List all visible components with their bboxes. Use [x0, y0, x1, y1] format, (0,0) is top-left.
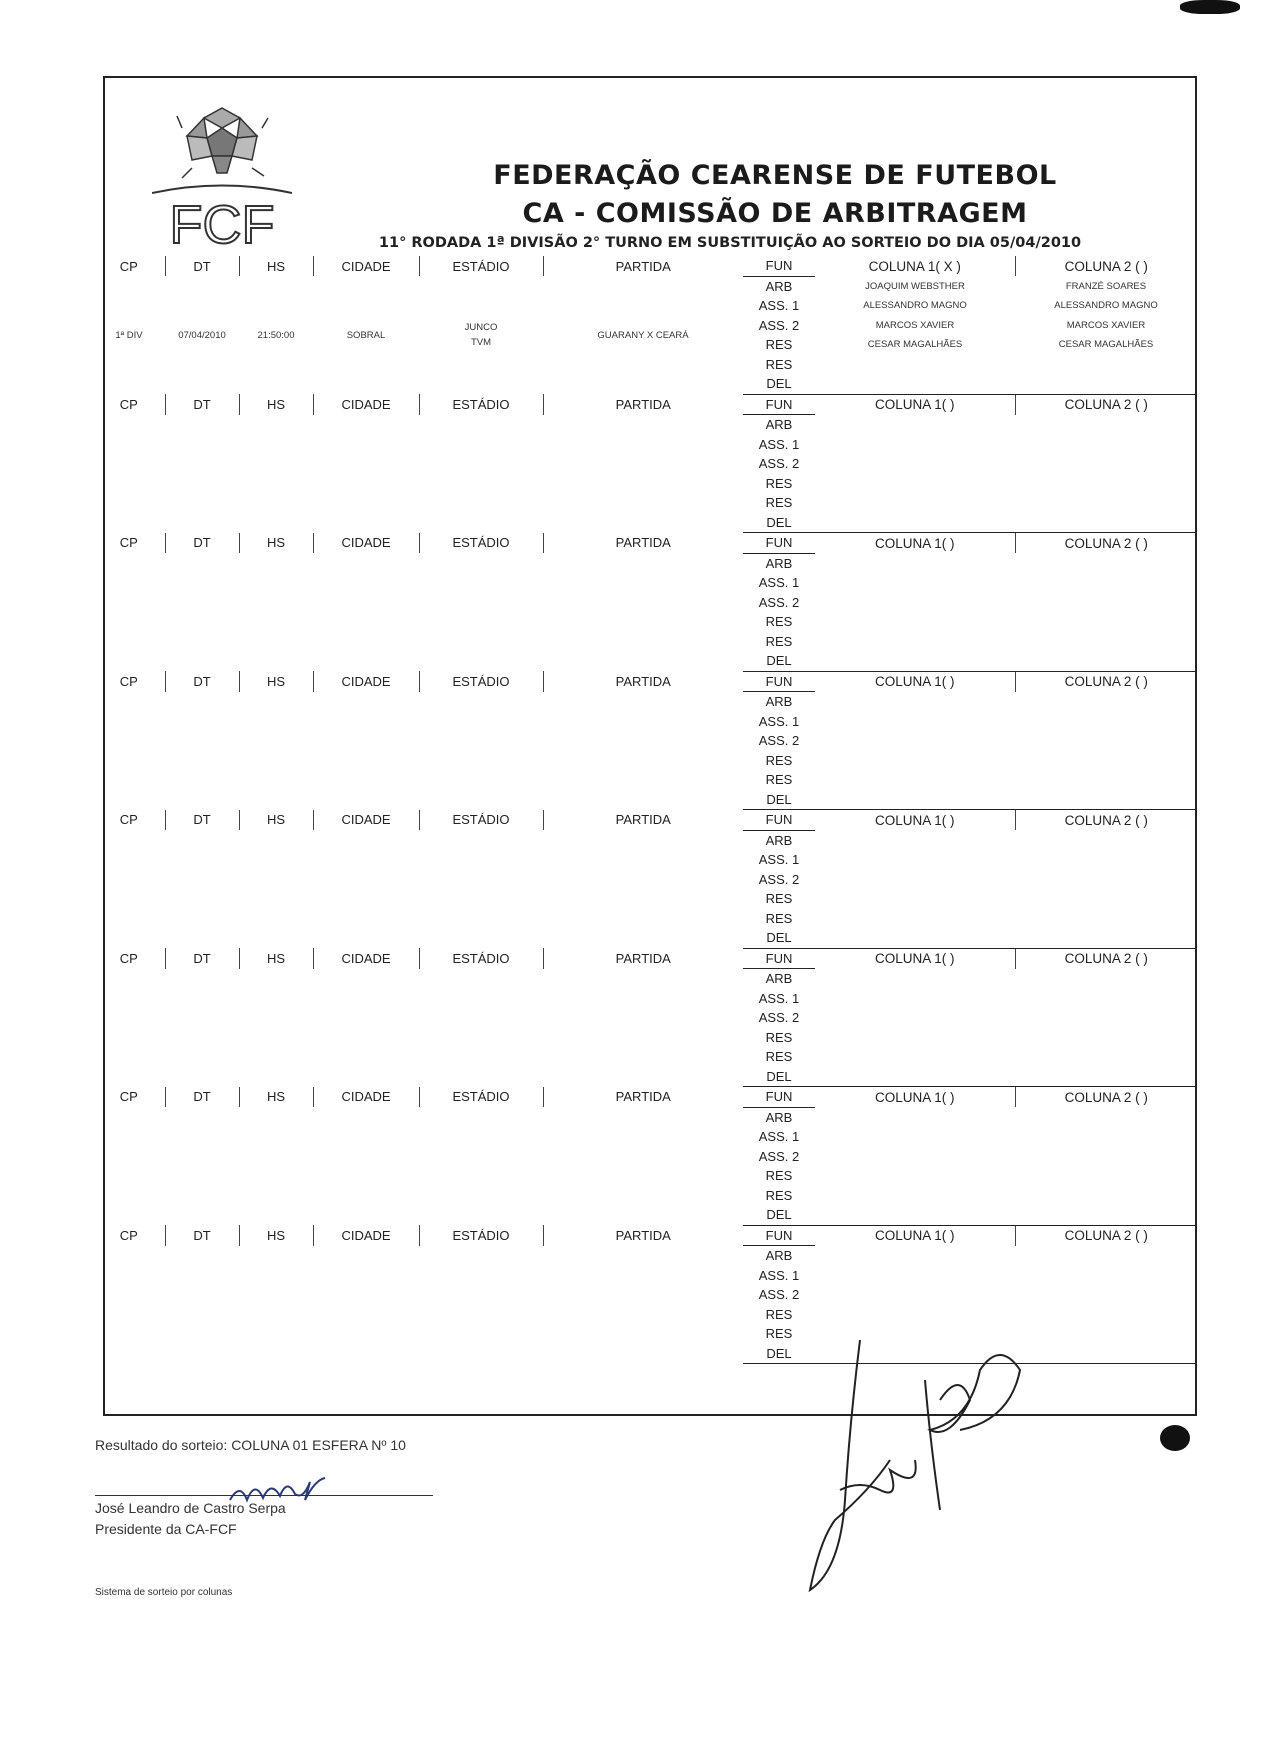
header-estadio: ESTÁDIO: [419, 394, 543, 415]
coluna2-cell: [1015, 909, 1197, 929]
header-cp: CP: [93, 948, 165, 969]
coluna2-cell: [1015, 454, 1197, 474]
coluna1-cell: [815, 790, 1015, 810]
coluna1-cell: [815, 830, 1015, 850]
match-dt: [165, 969, 239, 1087]
coluna2-cell: [1015, 474, 1197, 494]
coluna1-cell: MARCOS XAVIER: [875, 319, 955, 331]
match-cidade: [313, 969, 419, 1087]
coluna2-cell: [1015, 1186, 1197, 1206]
coluna1-cell: [815, 770, 1015, 790]
role-label: ARB: [765, 1248, 793, 1264]
header-hs: HS: [239, 256, 313, 276]
draw-result: Resultado do sorteio: COLUNA 01 ESFERA Nº 10: [95, 1437, 406, 1453]
match-estadio: [419, 276, 543, 394]
match-hs: [239, 692, 313, 810]
coluna2-cell: [1015, 1246, 1197, 1266]
match-dt: [165, 1107, 239, 1225]
coluna1-cell: [815, 1246, 1015, 1266]
match-dt: [165, 830, 239, 948]
header-partida: PARTIDA: [615, 396, 671, 412]
role-label: DEL: [743, 1344, 815, 1364]
coluna1-cell: [815, 928, 1015, 948]
header-dt: DT: [165, 394, 239, 415]
header-partida: PARTIDA: [615, 950, 671, 966]
header-fun: FUN: [743, 671, 815, 692]
header-partida: PARTIDA: [615, 258, 671, 274]
match-hs: [239, 1246, 313, 1364]
coluna1-cell: [815, 474, 1015, 494]
coluna2-cell: [1015, 1127, 1197, 1147]
match-cidade: SOBRAL: [346, 329, 386, 341]
match-estadio: [419, 830, 543, 948]
header-partida: PARTIDA: [615, 1089, 671, 1105]
referee-draw-table: [93, 256, 1197, 1364]
match-estadio: [419, 1246, 543, 1364]
coluna1-cell: [815, 355, 1015, 375]
header-coluna1: COLUNA 1( ): [815, 810, 1015, 831]
coluna2-cell: [1015, 830, 1197, 850]
coluna1-cell: [815, 1305, 1015, 1325]
commission-title: CA - COMISSÃO DE ARBITRAGEM: [522, 198, 1028, 229]
block-header-row: [93, 394, 1197, 415]
coluna1-cell: [815, 374, 1015, 394]
federation-title: FEDERAÇÃO CEARENSE DE FUTEBOL: [493, 160, 1057, 191]
header-fun: FUN: [743, 256, 815, 276]
header-cidade: CIDADE: [313, 256, 419, 276]
role-row: [93, 692, 1197, 712]
role-label: ASS. 1: [758, 713, 800, 729]
match-estadio: [419, 969, 543, 1087]
coluna2-cell: ALESSANDRO MAGNO: [1054, 300, 1158, 312]
role-label: ARB: [765, 417, 793, 433]
role-row: [93, 830, 1197, 850]
role-label: DEL: [743, 1067, 815, 1087]
match-dt: [165, 415, 239, 533]
role-label: DEL: [743, 1205, 815, 1225]
match-partida: [543, 692, 743, 810]
header-hs: HS: [239, 394, 313, 415]
role-label: ASS. 2: [758, 871, 800, 887]
match-cidade: [313, 415, 419, 533]
coluna1-cell: [815, 692, 1015, 712]
role-label: DEL: [743, 374, 815, 394]
coluna1-cell: [815, 651, 1015, 671]
header-cp: CP: [93, 1087, 165, 1108]
header-hs: HS: [239, 533, 313, 554]
role-label: RES: [765, 910, 793, 926]
coluna2-cell: [1015, 355, 1197, 375]
role-label: ARB: [765, 694, 793, 710]
role-label: ARB: [765, 555, 793, 571]
role-label: RES: [765, 475, 793, 491]
coluna1-cell: [815, 573, 1015, 593]
header-estadio: ESTÁDIO: [419, 810, 543, 831]
block-header-row: [93, 671, 1197, 692]
coluna1-cell: [815, 909, 1015, 929]
role-label: DEL: [743, 928, 815, 948]
coluna1-cell: JOAQUIM WEBSTHER: [865, 280, 965, 292]
header-cp: CP: [93, 394, 165, 415]
block-header-row: [93, 1225, 1197, 1246]
header-coluna1: COLUNA 1( ): [815, 1087, 1015, 1108]
role-row: [93, 415, 1197, 435]
match-cp: 1ª DIV: [115, 329, 143, 341]
coluna2-cell: [1015, 573, 1197, 593]
header-dt: DT: [165, 671, 239, 692]
role-label: DEL: [743, 513, 815, 533]
coluna1-cell: [815, 1186, 1015, 1206]
svg-text:FCF: FCF: [169, 195, 275, 255]
coluna2-cell: [1015, 751, 1197, 771]
role-label: RES: [765, 752, 793, 768]
match-cidade: [313, 830, 419, 948]
coluna2-cell: [1015, 1285, 1197, 1305]
match-partida: [543, 1246, 743, 1364]
coluna2-cell: [1015, 651, 1197, 671]
match-partida: [543, 553, 743, 671]
match-cidade: [313, 1246, 419, 1364]
header-hs: HS: [239, 948, 313, 969]
header-dt: DT: [165, 533, 239, 554]
header-fun: FUN: [743, 810, 815, 831]
coluna2-cell: [1015, 593, 1197, 613]
match-estadio-line2: TVM: [470, 337, 492, 348]
coluna1-cell: [815, 415, 1015, 435]
coluna2-cell: [1015, 1166, 1197, 1186]
block-header-row: [93, 810, 1197, 831]
header-fun: FUN: [743, 394, 815, 415]
coluna2-cell: [1015, 1008, 1197, 1028]
header-cidade: CIDADE: [313, 1225, 419, 1246]
coluna2-cell: [1015, 712, 1197, 732]
role-label: RES: [765, 356, 793, 372]
header-cp: CP: [93, 671, 165, 692]
coluna1-cell: [815, 712, 1015, 732]
match-cp: [93, 1246, 165, 1364]
coluna2-cell: [1015, 731, 1197, 751]
coluna1-cell: [815, 1285, 1015, 1305]
match-estadio: [419, 692, 543, 810]
header-hs: HS: [239, 810, 313, 831]
coluna2-cell: [1015, 928, 1197, 948]
match-dt: [165, 692, 239, 810]
coluna1-cell: [815, 1166, 1015, 1186]
coluna1-cell: [815, 612, 1015, 632]
signer-title: Presidente da CA-FCF: [95, 1521, 237, 1537]
header-coluna1: COLUNA 1( ): [815, 1225, 1015, 1246]
coluna2-cell: CESAR MAGALHÃES: [1058, 339, 1154, 351]
header-cp: CP: [93, 810, 165, 831]
header-estadio: ESTÁDIO: [419, 671, 543, 692]
match-partida: GUARANY X CEARÁ: [597, 329, 689, 341]
match-cidade: [313, 692, 419, 810]
role-label: RES: [765, 1306, 793, 1322]
coluna2-cell: [1015, 553, 1197, 573]
ink-stain: [1160, 1425, 1190, 1451]
role-label: ASS. 1: [758, 436, 800, 452]
coluna1-cell: [815, 1107, 1015, 1127]
role-row: [93, 553, 1197, 573]
role-label: ASS. 1: [758, 852, 800, 868]
coluna1-cell: [815, 751, 1015, 771]
coluna2-cell: FRANZÉ SOARES: [1065, 280, 1147, 292]
block-header-row: [93, 533, 1197, 554]
header-fun: FUN: [743, 1225, 815, 1246]
match-cp: [93, 969, 165, 1087]
match-hs: [239, 1107, 313, 1225]
role-label: ASS. 2: [758, 1010, 800, 1026]
coluna1-cell: [815, 731, 1015, 751]
handwritten-signature: [800, 1340, 1060, 1600]
coluna1-cell: [815, 989, 1015, 1009]
match-cp: [93, 553, 165, 671]
header-coluna2: COLUNA 2 ( ): [1064, 1228, 1148, 1243]
match-estadio: [419, 1107, 543, 1225]
coluna1-cell: [815, 1147, 1015, 1167]
header-dt: DT: [165, 256, 239, 276]
header-coluna1: COLUNA 1( ): [815, 394, 1015, 415]
role-label: ARB: [765, 971, 793, 987]
header-fun: FUN: [743, 948, 815, 969]
role-label: RES: [765, 337, 793, 353]
role-label: ASS. 2: [758, 317, 800, 333]
role-label: RES: [765, 1029, 793, 1045]
match-dt: [165, 1246, 239, 1364]
match-cp: [93, 830, 165, 948]
signer-name: José Leandro de Castro Serpa: [95, 1500, 286, 1516]
coluna1-cell: [815, 1028, 1015, 1048]
coluna1-cell: [815, 850, 1015, 870]
header-estadio: ESTÁDIO: [419, 1087, 543, 1108]
header-fun: FUN: [743, 533, 815, 554]
match-dt: 07/04/2010: [178, 329, 226, 341]
coluna1-cell: [815, 593, 1015, 613]
coluna1-cell: [815, 435, 1015, 455]
coluna1-cell: [815, 870, 1015, 890]
round-info: 11° RODADA 1ª DIVISÃO 2° TURNO EM SUBSTITUIÇÃO AO SORTEIO DO DIA 05/04/2010: [378, 235, 1082, 251]
coluna1-cell: [815, 1266, 1015, 1286]
block-header-row: [93, 948, 1197, 969]
coluna2-cell: [1015, 1067, 1197, 1087]
coluna2-cell: [1015, 1205, 1197, 1225]
coluna2-cell: [1015, 493, 1197, 513]
coluna2-cell: MARCOS XAVIER: [1066, 319, 1146, 331]
coluna2-cell: [1015, 435, 1197, 455]
coluna1-cell: [815, 454, 1015, 474]
header-coluna1: COLUNA 1( ): [815, 948, 1015, 969]
header-coluna2: COLUNA 2 ( ): [1064, 812, 1148, 828]
role-label: RES: [765, 1168, 793, 1184]
coluna2-cell: [1015, 850, 1197, 870]
match-estadio-line1: JUNCO: [464, 322, 498, 333]
role-label: RES: [765, 1187, 793, 1203]
role-label: RES: [765, 891, 793, 907]
header-cidade: CIDADE: [313, 948, 419, 969]
role-label: ASS. 1: [758, 990, 800, 1006]
header-fun: FUN: [743, 1087, 815, 1108]
coluna1-cell: [815, 493, 1015, 513]
role-label: ARB: [765, 832, 793, 848]
header-partida: PARTIDA: [615, 673, 671, 689]
match-hs: [239, 415, 313, 533]
coluna2-cell: [1015, 870, 1197, 890]
match-partida: [543, 1107, 743, 1225]
coluna2-cell: [1015, 1107, 1197, 1127]
coluna2-cell: [1015, 1147, 1197, 1167]
header-coluna2: COLUNA 2 ( ): [1064, 258, 1148, 274]
header-hs: HS: [239, 671, 313, 692]
fcf-logo: [152, 98, 292, 258]
header-hs: HS: [239, 1225, 313, 1246]
header-dt: DT: [165, 810, 239, 831]
coluna2-cell: [1015, 1266, 1197, 1286]
role-label: RES: [765, 633, 793, 649]
coluna2-cell: [1015, 889, 1197, 909]
header-cp: CP: [93, 533, 165, 554]
role-label: ASS. 1: [758, 298, 800, 314]
coluna2-cell: [1015, 612, 1197, 632]
match-dt: [165, 553, 239, 671]
header-hs: HS: [239, 1087, 313, 1108]
match-cp: [93, 1107, 165, 1225]
header-coluna2: COLUNA 2 ( ): [1064, 951, 1148, 966]
header-coluna2: COLUNA 2 ( ): [1064, 535, 1148, 551]
header-estadio: ESTÁDIO: [419, 256, 543, 276]
header-coluna1: COLUNA 1( ): [815, 671, 1015, 692]
match-hs: [239, 969, 313, 1087]
coluna2-cell: [1015, 790, 1197, 810]
signature-line: [95, 1495, 433, 1496]
coluna1-cell: [815, 969, 1015, 989]
role-label: RES: [765, 495, 793, 511]
coluna2-cell: [1015, 632, 1197, 652]
match-cp: [93, 692, 165, 810]
system-note: Sistema de sorteio por colunas: [95, 1587, 233, 1598]
match-hs: [239, 553, 313, 671]
role-label: RES: [765, 614, 793, 630]
coluna1-cell: CESAR MAGALHÃES: [867, 339, 963, 351]
header-cidade: CIDADE: [313, 671, 419, 692]
header-partida: PARTIDA: [615, 812, 671, 828]
match-cp: [93, 415, 165, 533]
coluna1-cell: [815, 553, 1015, 573]
role-label: ASS. 1: [758, 575, 800, 591]
header-coluna2: COLUNA 2 ( ): [1064, 1089, 1148, 1105]
match-partida: [543, 830, 743, 948]
coluna2-cell: [1015, 989, 1197, 1009]
header-estadio: ESTÁDIO: [419, 533, 543, 554]
role-row: [93, 276, 1197, 296]
role-label: DEL: [743, 651, 815, 671]
header-cidade: CIDADE: [313, 394, 419, 415]
header-cidade: CIDADE: [313, 1087, 419, 1108]
match-estadio: [419, 553, 543, 671]
coluna1-cell: [815, 1127, 1015, 1147]
role-row: [93, 1107, 1197, 1127]
header-coluna2: COLUNA 2 ( ): [1064, 397, 1148, 412]
coluna2-cell: [1015, 969, 1197, 989]
header-cidade: CIDADE: [313, 810, 419, 831]
role-label: ASS. 1: [758, 1129, 800, 1145]
header-cp: CP: [93, 256, 165, 276]
match-estadio: [419, 415, 543, 533]
role-row: [93, 969, 1197, 989]
block-header-row: [93, 256, 1197, 276]
ink-stain: [1180, 0, 1240, 14]
role-label: RES: [765, 1326, 793, 1342]
coluna1-cell: [815, 1205, 1015, 1225]
header-coluna1: COLUNA 1( ): [815, 533, 1015, 554]
coluna1-cell: [815, 632, 1015, 652]
header-dt: DT: [165, 1225, 239, 1246]
coluna1-cell: [815, 889, 1015, 909]
header-coluna1: COLUNA 1( X ): [815, 256, 1015, 276]
match-cidade: [313, 1107, 419, 1225]
coluna2-cell: [1015, 415, 1197, 435]
role-label: ARB: [765, 1109, 793, 1125]
header-partida: PARTIDA: [615, 535, 671, 551]
match-partida: [543, 969, 743, 1087]
role-label: ASS. 2: [758, 456, 800, 472]
role-label: ASS. 2: [758, 1148, 800, 1164]
match-hs: [239, 830, 313, 948]
coluna2-cell: [1015, 1028, 1197, 1048]
coluna2-cell: [1015, 513, 1197, 533]
header-cidade: CIDADE: [313, 533, 419, 554]
role-label: ASS. 2: [758, 1287, 800, 1303]
block-header-row: [93, 1087, 1197, 1108]
coluna1-cell: [815, 1047, 1015, 1067]
coluna1-cell: ALESSANDRO MAGNO: [863, 300, 967, 312]
coluna2-cell: [1015, 770, 1197, 790]
role-label: RES: [765, 772, 793, 788]
header-dt: DT: [165, 1087, 239, 1108]
coluna2-cell: [1015, 1047, 1197, 1067]
header-partida: PARTIDA: [615, 1227, 671, 1243]
header-estadio: ESTÁDIO: [419, 1225, 543, 1246]
role-label: ASS. 1: [758, 1267, 800, 1283]
match-cidade: [313, 553, 419, 671]
match-hs: 21:50:00: [257, 329, 295, 341]
coluna2-cell: [1015, 1305, 1197, 1325]
role-label: ASS. 2: [758, 733, 800, 749]
header-dt: DT: [165, 948, 239, 969]
coluna1-cell: [815, 1008, 1015, 1028]
role-label: DEL: [743, 790, 815, 810]
header-estadio: ESTÁDIO: [419, 948, 543, 969]
role-label: ARB: [765, 278, 793, 294]
header-coluna2: COLUNA 2 ( ): [1064, 674, 1148, 689]
match-partida: [543, 415, 743, 533]
coluna2-cell: [1015, 692, 1197, 712]
header-cp: CP: [93, 1225, 165, 1246]
role-row: [93, 1246, 1197, 1266]
coluna1-cell: [815, 1067, 1015, 1087]
role-label: RES: [765, 1049, 793, 1065]
coluna2-cell: [1015, 374, 1197, 394]
coluna1-cell: [815, 513, 1015, 533]
role-label: ASS. 2: [758, 594, 800, 610]
